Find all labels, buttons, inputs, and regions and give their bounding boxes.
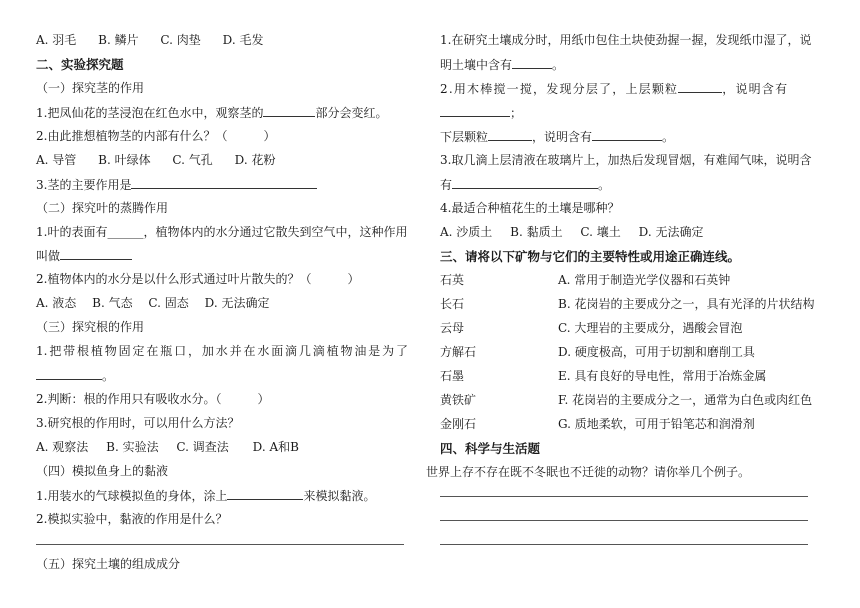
- subsection-1-title: （一）探究茎的作用: [36, 81, 145, 95]
- mineral-item[interactable]: 石英: [440, 273, 465, 287]
- mineral-item[interactable]: 金刚石: [440, 417, 477, 431]
- answer-line[interactable]: [440, 520, 808, 521]
- blank[interactable]: [36, 367, 102, 380]
- question-2-1-line1: 1.叶的表面有______，植物体内的水分通过它散失到空气中，这种作用: [36, 225, 408, 239]
- subsection-5-title: （五）探究土壤的组成成分: [36, 557, 181, 571]
- blank[interactable]: [440, 104, 510, 117]
- question-2-1-line2: 叫做: [36, 247, 132, 265]
- option-d: D. 无法确定: [204, 296, 270, 310]
- question-1-1: 1.把凤仙花的茎浸泡在红色水中，观察茎的 部分会变红。: [36, 106, 388, 120]
- option-d: D. 毛发: [222, 33, 264, 47]
- option-a: A. 观察法: [36, 440, 89, 454]
- mineral-item[interactable]: 黄铁矿: [440, 393, 477, 407]
- subsection-2-title: （二）探究叶的蒸腾作用: [36, 201, 169, 215]
- question-5-3-line2: 有 。: [440, 178, 611, 192]
- blank[interactable]: [512, 56, 552, 69]
- question-5-4: 4.最适合种植花生的土壤是哪种？: [440, 201, 620, 215]
- question-3-3: 3.研究根的作用时，可以用什么方法？: [36, 416, 240, 430]
- question-3-1-line1: 1.把带根植物固定在瓶口，加水并在水面滴几滴植物油是为了: [36, 344, 408, 358]
- property-item[interactable]: G. 质地柔软，可用于铅笔芯和润滑剂: [558, 417, 755, 431]
- option-c: C. 固态: [148, 296, 189, 310]
- section-3-title: 三、请将以下矿物与它们的主要特性或用途正确连线。: [440, 249, 741, 264]
- question-1-3: 3.茎的主要作用是: [36, 176, 317, 194]
- option-d: D. A和B: [252, 440, 299, 454]
- question-5-1-line1: 1.在研究土壤成分时，用纸巾包住土块使劲握一握，发现纸巾湿了，说: [440, 33, 812, 47]
- question-5-2-line2: ；: [440, 104, 522, 122]
- option-a: A. 沙质土: [440, 225, 493, 239]
- question-5-4-options: [440, 224, 721, 241]
- mineral-item[interactable]: 石墨: [440, 369, 465, 383]
- question-3-2: 2.判断：根的作用只有吸收水分。（ ）: [36, 392, 270, 406]
- option-c: C. 调查法: [176, 440, 229, 454]
- option-b: B. 实验法: [106, 440, 159, 454]
- blank[interactable]: [131, 176, 317, 189]
- property-item[interactable]: E. 具有良好的导电性，常用于冶炼金属: [558, 369, 767, 383]
- option-a: A. 导管: [36, 153, 77, 167]
- property-item[interactable]: D. 硬度极高，可用于切割和磨削工具: [558, 345, 755, 359]
- blank[interactable]: [452, 176, 598, 189]
- question-2-2: 2.植物体内的水分是以什么形式通过叶片散失的？（ ）: [36, 272, 360, 286]
- blank[interactable]: [227, 487, 303, 500]
- property-item[interactable]: A. 常用于制造光学仪器和石英钟: [558, 273, 731, 287]
- subsection-3-title: （三）探究根的作用: [36, 320, 145, 334]
- property-item[interactable]: C. 大理岩的主要成分，遇酸会冒泡: [558, 321, 743, 335]
- mineral-item[interactable]: 云母: [440, 321, 465, 335]
- option-d: D. 花粉: [234, 153, 276, 167]
- blank[interactable]: [488, 128, 532, 141]
- option-a: A. 液态: [36, 296, 77, 310]
- question-5-3-line1: 3.取几滴上层清液在玻璃片上，加热后发现冒烟，有难闻气味，说明含: [440, 153, 812, 167]
- question-3-1-line2: 。: [36, 367, 114, 385]
- section-4-title: 四、科学与生活题: [440, 441, 541, 456]
- option-b: B. 气态: [92, 296, 133, 310]
- question-life: 世界上存不存在既不冬眠也不迁徙的动物？请你举几个例子。: [426, 465, 751, 479]
- subsection-4-title: （四）模拟鱼身上的黏液: [36, 464, 169, 478]
- blank[interactable]: [592, 128, 662, 141]
- feather-options: [36, 32, 281, 49]
- question-5-2-line3: 下层颗粒 ，说明含有 。: [440, 130, 675, 144]
- blank[interactable]: [263, 104, 315, 117]
- blank[interactable]: [60, 247, 132, 260]
- mineral-item[interactable]: 方解石: [440, 345, 477, 359]
- question-5-2-line1: 2.用木棒搅一搅，发现分层了，上层颗粒 ，说明含有: [440, 82, 789, 96]
- question-4-2: 2.模拟实验中，黏液的作用是什么？: [36, 512, 228, 526]
- property-item[interactable]: F. 花岗岩的主要成分之一，通常为白色或肉红色: [558, 393, 813, 407]
- option-d: D. 无法确定: [638, 225, 704, 239]
- blank[interactable]: [678, 80, 722, 93]
- question-1-2: 2.由此推想植物茎的内部有什么？（ ）: [36, 129, 276, 143]
- option-c: C. 气孔: [172, 153, 213, 167]
- option-a: A. 羽毛: [36, 33, 77, 47]
- mineral-item[interactable]: 长石: [440, 297, 465, 311]
- option-b: B. 黏质土: [510, 225, 563, 239]
- question-2-2-options: [36, 295, 281, 312]
- option-c: C. 肉垫: [160, 33, 201, 47]
- option-b: B. 叶绿体: [98, 153, 151, 167]
- question-4-1: 1.用装水的气球模拟鱼的身体，涂上 来模拟黏液。: [36, 489, 376, 503]
- property-item[interactable]: B. 花岗岩的主要成分之一，具有光泽的片状结构: [558, 297, 815, 311]
- question-1-2-options: [36, 152, 293, 169]
- answer-line[interactable]: [440, 544, 808, 545]
- option-c: C. 壤土: [580, 225, 621, 239]
- question-3-3-options: [36, 439, 317, 456]
- section-2-title: 二、实验探究题: [36, 57, 124, 72]
- question-5-1-line2: 明土壤中含有 。: [440, 58, 565, 72]
- option-b: B. 鳞片: [98, 33, 139, 47]
- answer-line[interactable]: [440, 496, 808, 497]
- answer-line[interactable]: [36, 544, 404, 545]
